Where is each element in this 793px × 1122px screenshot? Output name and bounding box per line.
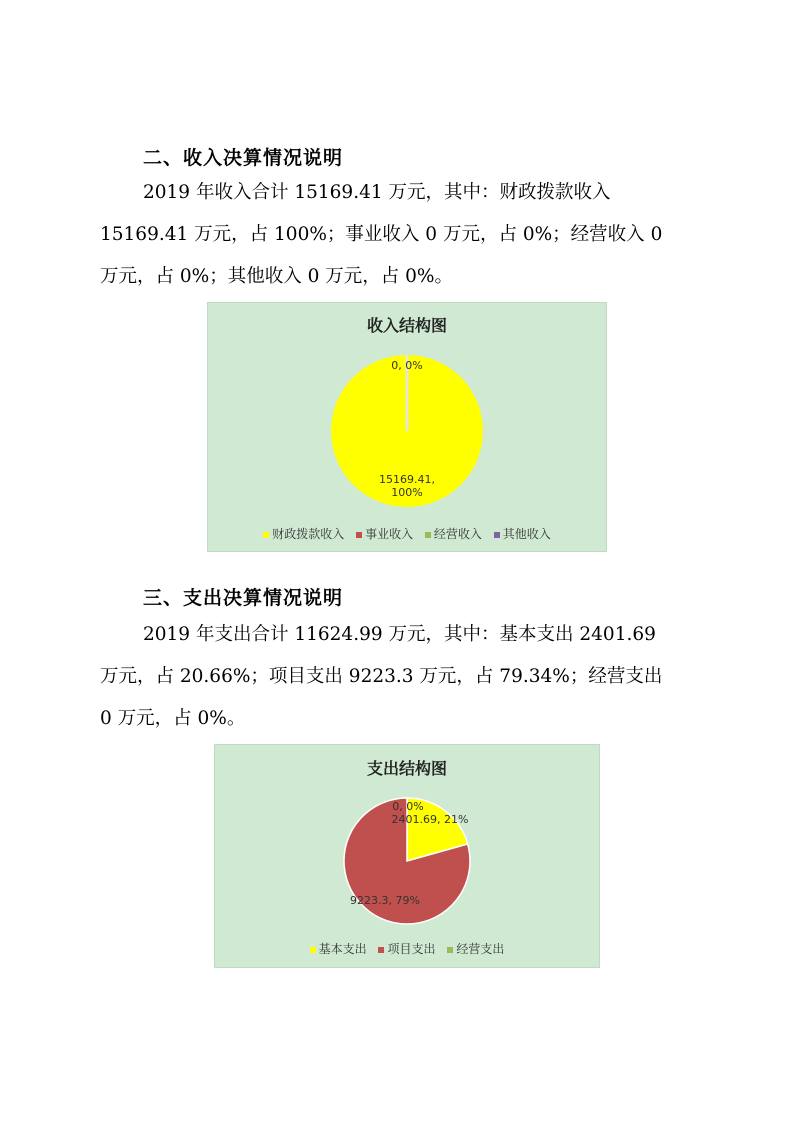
legend-item: 基本支出	[310, 940, 367, 957]
pie-data-label: 9223.3, 79%	[350, 894, 420, 907]
income-pie	[208, 303, 606, 551]
pie-data-label: 15169.41, 100%	[379, 473, 435, 499]
pie-data-label: 0, 0%	[391, 359, 423, 372]
expenditure-line-1: 2019 年支出合计 11624.99 万元，其中：基本支出 2401.69	[143, 624, 656, 645]
legend-item: 经营支出	[447, 940, 504, 957]
income-chart-title: 收入结构图	[366, 316, 447, 335]
expenditure-pie	[215, 745, 599, 967]
income-paragraph	[100, 172, 690, 298]
expenditure-chart	[214, 744, 600, 968]
pie-data-label: 0, 0%	[392, 800, 424, 813]
pie-data-label: 2401.69, 21%	[391, 813, 469, 826]
section-heading-income: 二、收入决算情况说明	[143, 147, 344, 169]
income-line-3: 万元，占 0%；其他收入 0 万元，占 0%。	[100, 266, 453, 287]
section-heading-expenditure: 三、支出决算情况说明	[143, 587, 344, 609]
legend-item: 经营收入	[425, 525, 482, 542]
legend-item: 事业收入	[356, 525, 413, 542]
expenditure-line-2: 万元，占 20.66%；项目支出 9223.3 万元，占 79.34%；经营支出	[100, 666, 663, 687]
income-chart	[207, 302, 607, 552]
income-legend	[208, 525, 606, 542]
expenditure-paragraph	[100, 614, 690, 740]
income-line-2: 15169.41 万元，占 100%；事业收入 0 万元，占 0%；经营收入 0	[100, 224, 663, 245]
legend-item: 其他收入	[494, 525, 551, 542]
expenditure-legend	[215, 940, 599, 957]
legend-item: 项目支出	[378, 940, 435, 957]
expenditure-chart-title: 支出结构图	[366, 759, 447, 778]
legend-item: 财政拨款收入	[263, 525, 344, 542]
expenditure-line-3: 0 万元，占 0%。	[100, 708, 246, 729]
income-line-1: 2019 年收入合计 15169.41 万元，其中：财政拨款收入	[143, 182, 611, 203]
